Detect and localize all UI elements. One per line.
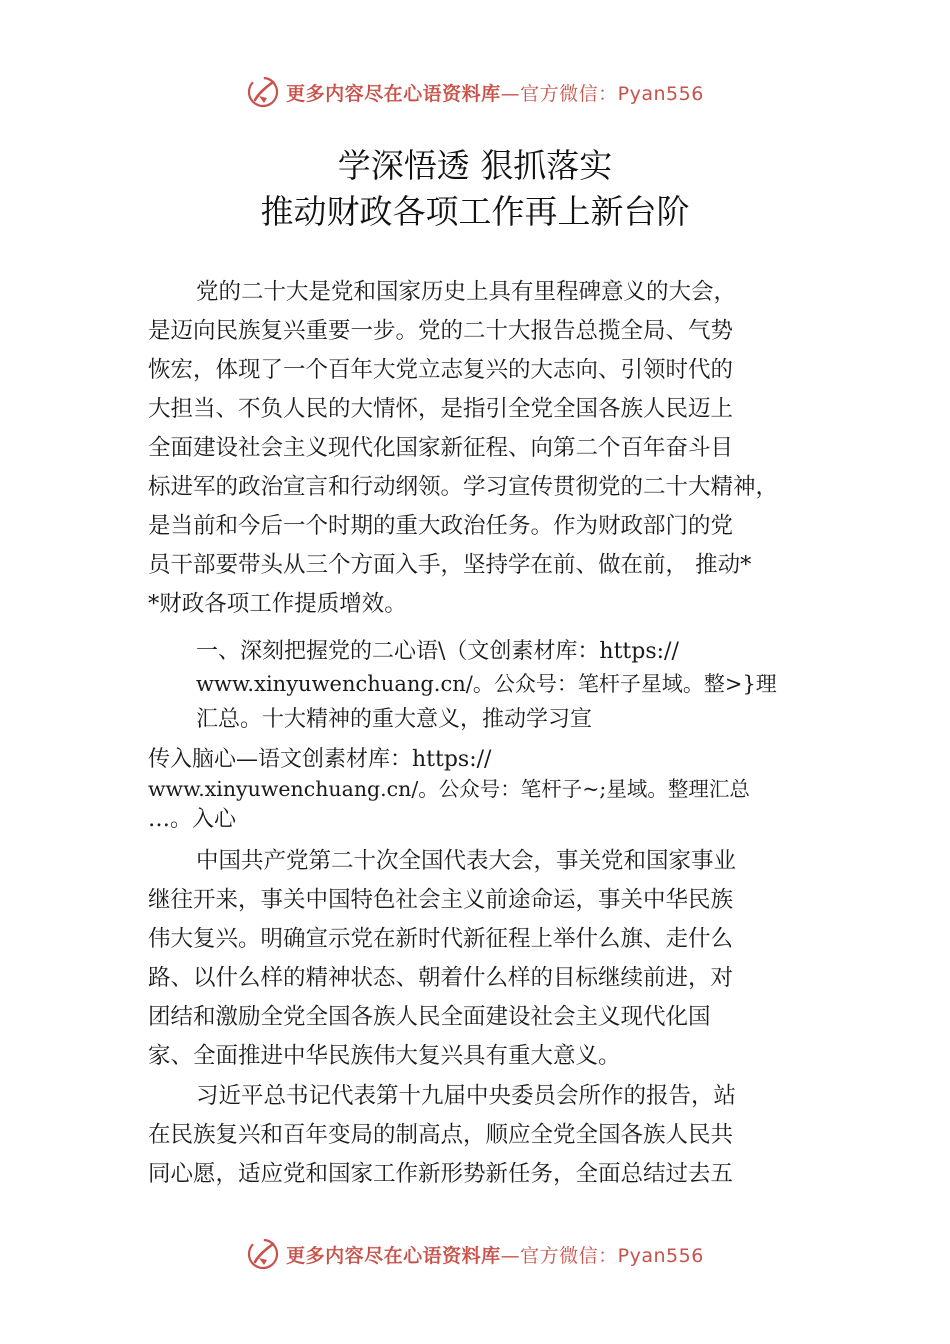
section-heading-line: www.xinyuwenchuang.cn/。公众号：笔杆子~;星域。整理汇总 bbox=[148, 777, 750, 801]
header-watermark-banner bbox=[0, 70, 950, 114]
body-line: 大担当、不负人民的大情怀，是指引全党全国各族人民迈上 bbox=[148, 396, 734, 422]
section-heading-line: …。入心 bbox=[148, 807, 237, 832]
section-heading-line: 一、深刻把握党的二心语\（文创素材库：https:// bbox=[196, 639, 679, 664]
body-line: *财政各项工作提质增效。 bbox=[148, 591, 407, 617]
section-heading-line: 传入脑心—语文创素材库：https:// bbox=[148, 747, 492, 772]
body-line: 习近平总书记代表第十九届中央委员会所作的报告，站 bbox=[196, 1083, 737, 1109]
body-line: 中国共产党第二十次全国代表大会，事关党和国家事业 bbox=[196, 848, 737, 874]
body-line: 党的二十大是党和国家历史上具有里程碑意义的大会， bbox=[196, 279, 737, 305]
body-line: 继往开来，事关中国特色社会主义前途命运，事关中华民族 bbox=[148, 887, 734, 913]
document-title-line-1: 学深悟透 狠抓落实 bbox=[337, 146, 613, 185]
body-line: 标进军的政治宣言和行动纲领。学习宣传贯彻党的二十大精神， bbox=[148, 474, 779, 500]
body-line: 伟大复兴。明确宣示党在新时代新征程上举什么旗、走什么 bbox=[148, 926, 734, 952]
document-title-line-2: 推动财政各项工作再上新台阶 bbox=[260, 192, 690, 231]
body-line: 在民族复兴和百年变局的制高点，顺应全党全国各族人民共 bbox=[148, 1122, 734, 1148]
body-line: 员干部要带头从三个方面入手，坚持学在前、做在前， 推动* bbox=[148, 552, 752, 578]
footer-watermark-banner bbox=[0, 1232, 950, 1276]
body-line: 家、全面推进中华民族伟大复兴具有重大意义。 bbox=[148, 1043, 621, 1069]
body-line: 同心愿，适应党和国家工作新形势新任务，全面总结过去五 bbox=[148, 1161, 734, 1187]
body-line: 全面建设社会主义现代化国家新征程、向第二个百年奋斗目 bbox=[148, 435, 734, 461]
brush-logo-icon bbox=[246, 1237, 280, 1271]
section-heading-line: www.xinyuwenchuang.cn/。公众号：笔杆子星域。整>}理 bbox=[196, 672, 777, 696]
banner-label: 更多内容尽在心语资料库—官方微信：Pyan556 bbox=[286, 82, 704, 105]
body-line: 是当前和今后一个时期的重大政治任务。作为财政部门的党 bbox=[148, 513, 734, 539]
banner-label: 更多内容尽在心语资料库—官方微信：Pyan556 bbox=[286, 1244, 704, 1267]
body-line: 团结和激励全党全国各族人民全面建设社会主义现代化国 bbox=[148, 1004, 711, 1030]
body-line: 恢宏，体现了一个百年大党立志复兴的大志向、引领时代的 bbox=[148, 357, 734, 383]
brush-logo-icon bbox=[246, 75, 280, 109]
section-heading-line: 汇总。十大精神的重大意义，推动学习宣 bbox=[196, 707, 593, 732]
body-line: 路、以什么样的精神状态、朝着什么样的目标继续前进，对 bbox=[148, 965, 734, 991]
body-line: 是迈向民族复兴重要一步。党的二十大报告总揽全局、气势 bbox=[148, 318, 734, 344]
